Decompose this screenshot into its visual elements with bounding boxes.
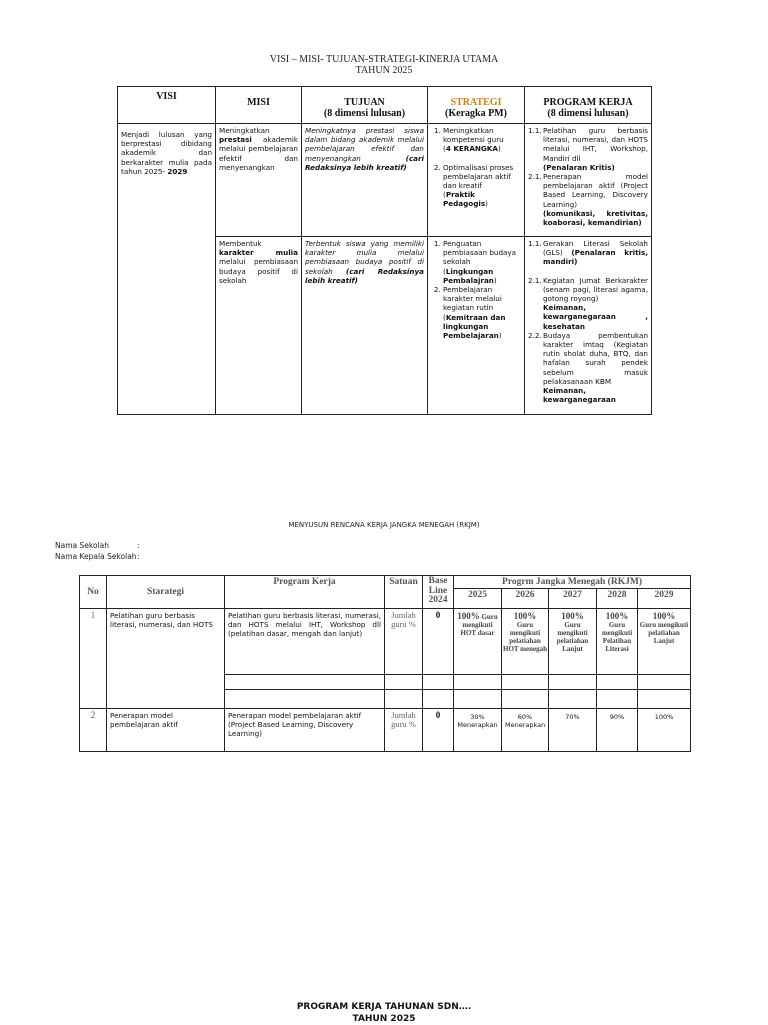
target-desc: Menerapkan <box>505 721 546 729</box>
empty-cell <box>549 690 597 709</box>
visi-misi-table <box>117 86 652 415</box>
target-desc: Guru mengikuti Pelatihan Literasi <box>601 621 633 653</box>
program-item-tag: (Penalaran Kritis) <box>543 162 615 172</box>
misi-1-post: akademik melalui pembelajaran efektif dan menyenangkan <box>219 135 298 172</box>
row-2-target-2027 <box>549 709 597 752</box>
misi-cell-2 <box>216 237 302 415</box>
program-1-item <box>528 172 648 227</box>
row-2-satuan: Jumlah guru % <box>385 709 423 752</box>
empty-cell <box>638 675 691 690</box>
year-header-2025: 2025 <box>454 589 502 609</box>
empty-cell <box>638 690 691 709</box>
empty-cell <box>597 675 638 690</box>
paren-close: ) <box>493 275 497 285</box>
colon: : <box>137 541 140 550</box>
row-2-target-2026 <box>502 709 549 752</box>
tujuan-header-sub: (8 dimensi lulusan) <box>323 108 406 119</box>
year-header-2029: 2029 <box>638 589 691 609</box>
row-1-satuan: Jumlah guru % <box>385 609 423 675</box>
target-value: 90% <box>609 713 625 721</box>
document-title-line2: TAHUN 2025 <box>355 65 413 76</box>
footer-line2: TAHUN 2025 <box>352 1014 416 1024</box>
no-header: No <box>80 576 107 609</box>
table-row <box>80 609 691 675</box>
satuan-header-label: Satuan <box>389 577 418 587</box>
row-2-program: Penerapan model pembelajaran aktif (Project Based Learning, Discovery Learning) <box>225 709 385 752</box>
target-desc: Guru mengikuti pelatiahan Lanjut <box>556 621 589 653</box>
paren-close: ) <box>485 199 488 209</box>
target-value: 100% <box>457 611 480 621</box>
empty-cell <box>454 675 502 690</box>
strategi-1-list <box>431 126 521 209</box>
strategi-cell-2 <box>428 237 525 415</box>
misi-cell-1 <box>216 124 302 237</box>
paren-open: ( <box>443 190 446 200</box>
visi-text: Menjadi lulusan yang berprestasi dibidang akademik dan berkarakter mulia pada tahun 2025- <box>121 130 212 176</box>
year-header-2026: 2026 <box>502 589 549 609</box>
strategi-1-item <box>443 126 521 163</box>
program-cell-2 <box>525 237 652 415</box>
strategi-1-item <box>443 163 521 209</box>
program-2-item <box>528 331 648 405</box>
program-header-2-label: Program Kerja <box>273 577 336 587</box>
row-1-program: Pelatihan guru berbasis literasi, numerasi, dan HOTS melalui IHT, Workshop dll (pelatihan dasar, mengah dan lanjut) <box>225 609 385 675</box>
nama-kepala-row <box>55 552 140 561</box>
target-value: 100% <box>513 611 537 621</box>
program-item-text: Pelatihan guru berbasis literasi, numerasi, dan HOTS melalui IHT, Workshop, Mandiri dll <box>543 126 648 163</box>
strategi-2-list <box>431 239 521 340</box>
empty-cell <box>385 690 423 709</box>
tujuan-1-note: (cari Redaksinya lebih kreatif) <box>305 153 424 172</box>
row-1-target-2025 <box>454 609 502 675</box>
document-title <box>0 54 768 76</box>
visi-cell <box>118 124 216 415</box>
row-2-baseline: 0 <box>423 709 454 752</box>
footer-title <box>0 1001 768 1025</box>
program-header-sub: (8 dimensi lulusan) <box>547 108 629 119</box>
misi-2-post: melalui pembiasaan budaya positif di sekolah <box>219 257 298 285</box>
strategi-header <box>428 87 525 124</box>
document-title-line1: VISI – MISI- TUJUAN-STRATEGI-KINERJA UTAMA <box>269 54 499 65</box>
strategi-1-item-text: Meningkatkan kompetensi guru <box>443 126 504 145</box>
target-desc: Guru mengikuti HOT dasar <box>460 613 498 637</box>
strategi-2-item-tag: Kemitraan dan lingkungan Pembelajaran <box>443 312 506 341</box>
rkjm-title: MENYUSUN RENCANA KERJA JANGKA MENEGAH (RKJM) <box>288 521 480 529</box>
target-value: 100% <box>654 713 674 721</box>
strategi-2-item-text: Penguatan pembiasaan budaya sekolah <box>443 239 517 267</box>
row-1-baseline: 0 <box>423 609 454 675</box>
target-value: 100% <box>605 611 629 621</box>
misi-2-bold: karakter mulia <box>219 248 298 258</box>
program-1-item <box>528 126 648 172</box>
tujuan-cell-2 <box>302 237 428 415</box>
strategi-2-item-text: Pembelajaran karakter melalui kegiatan rutin <box>443 285 502 313</box>
empty-cell <box>549 675 597 690</box>
target-value: 70% <box>565 713 580 721</box>
target-value: 60% <box>517 713 533 721</box>
row-2-no: 2 <box>80 709 107 752</box>
program-item-text: Kegiatan Jumat Berkarakter (senam pagi, literasi agama, gotong royong) <box>543 275 648 304</box>
program-item-text: Budaya pembentukan karakter imtaq (Kegiatan rutin sholat duha, BTQ, dan hafalan surah pendek sebelum masuk pelakasanaan KBM <box>543 330 648 386</box>
row-2-target-2028 <box>597 709 638 752</box>
colon: : <box>137 552 140 561</box>
row-2-target-2029 <box>638 709 691 752</box>
target-value: 100% <box>652 611 676 621</box>
program-header <box>525 87 652 124</box>
visi-year: 2029 <box>167 166 188 176</box>
misi-1-bold: prestasi <box>219 135 252 145</box>
strategi-header-sub: (Keragka PM) <box>445 108 507 119</box>
empty-cell <box>423 675 454 690</box>
row-2-strategi: Penerapan model pembelajaran aktif <box>107 709 225 752</box>
program-cell-1 <box>525 124 652 237</box>
strategi-cell-1 <box>428 124 525 237</box>
program-item-text: Penerapan model pembelajaran aktif (Project Based Learning, Discovery Learning) <box>543 172 648 209</box>
tujuan-header <box>302 87 428 124</box>
program-2-item <box>528 276 648 331</box>
target-value: 100% <box>561 611 584 621</box>
rkjm-table <box>79 575 691 752</box>
row-1-target-2027 <box>549 609 597 675</box>
rkjm-header: Progrm Jangka Menegah (RKJM) <box>454 576 691 589</box>
empty-cell <box>225 690 385 709</box>
row-1-no: 1 <box>80 609 107 709</box>
program-item-num: 2.1. <box>528 275 542 285</box>
target-desc: Menerapkan <box>457 721 498 729</box>
program-header-2 <box>225 576 385 609</box>
program-item-tag: (Penalaran kritis, mandiri) <box>543 248 648 267</box>
target-desc: Guru mengikuti pelatiahan Lanjut <box>639 621 689 645</box>
visi-header: VISI <box>118 87 216 124</box>
program-item-num: 1.1. <box>528 126 542 135</box>
program-item-tag: Keimanan, kewarganegaraan <box>543 386 616 405</box>
tujuan-cell-1 <box>302 124 428 237</box>
program-item-num: 1.1. <box>528 239 542 248</box>
strategi-1-item-tag: 4 KERANGKA <box>445 144 498 154</box>
misi-1-pre: Meningkatkan <box>219 126 270 135</box>
footer-line1: PROGRAM KERJA TAHUNAN SDN…. <box>296 1002 472 1012</box>
program-item-tag: (komunikasi, kretivitas, koaborasi, kemandirian) <box>543 208 648 228</box>
tujuan-1-text: Meningkatnya prestasi siswa dalam bidang akademik melalui pembelajaran efektif dan menyenangkan <box>305 126 424 163</box>
empty-cell <box>225 675 385 690</box>
program-item-num: 2.2. <box>528 330 542 340</box>
misi-header-label: MISI <box>247 97 270 108</box>
strategi-header-2: Starategi <box>107 576 225 609</box>
strategi-header-label: STRATEGI <box>450 97 502 108</box>
empty-cell <box>423 690 454 709</box>
empty-cell <box>502 690 549 709</box>
row-2-target-2025 <box>454 709 502 752</box>
program-item-tag: Keimanan, kewarganegaraan , kesehatan <box>543 303 648 331</box>
program-2-item <box>528 239 648 267</box>
strategi-2-item-tag: Lingkungan Pembalajran <box>443 266 494 285</box>
strategi-1-item-tag: Praktik Pedagogis <box>443 190 486 209</box>
year-header-2027: 2027 <box>549 589 597 609</box>
program-item-num: 2.1. <box>528 172 542 182</box>
baseline-header: Base Line 2024 <box>423 576 454 609</box>
target-value: 30% <box>470 713 485 721</box>
tujuan-2-note: (cari Redaksinya lebih kreatif) <box>305 266 424 285</box>
program-header-label: PROGRAM KERJA <box>543 97 633 108</box>
paren-close: ) <box>498 331 502 341</box>
row-1-strategi: Pelatihan guru berbasis literasi, numerasi, dan HOTS <box>107 609 225 709</box>
target-desc: Guru mengikuti pelatiahan HOT menegah <box>503 621 548 653</box>
nama-kepala-label: Nama Kepala Sekolah <box>55 552 137 561</box>
strategi-1-item-text: Optimalisasi proses pembelajaran aktif dan kreatif <box>443 162 514 191</box>
row-1-target-2028 <box>597 609 638 675</box>
empty-cell <box>454 690 502 709</box>
table-row <box>80 709 691 752</box>
paren-open: ( <box>443 144 446 154</box>
tujuan-2-text: Terbentuk siswa yang memiliki karakter mulia melalui pembiasaan budaya positif di sekolah <box>305 239 424 276</box>
nama-sekolah-row <box>55 541 140 550</box>
paren-open: ( <box>443 266 446 276</box>
empty-cell <box>597 690 638 709</box>
row-1-target-2029 <box>638 609 691 675</box>
paren-close: ) <box>497 144 501 154</box>
tujuan-header-label: TUJUAN <box>344 97 385 108</box>
satuan-header <box>385 576 423 609</box>
empty-cell <box>385 675 423 690</box>
program-item-text: Gerakan Literasi Sekolah (GLS) <box>543 239 648 258</box>
year-header-2028: 2028 <box>597 589 638 609</box>
row-1-target-2026 <box>502 609 549 675</box>
paren-open: ( <box>443 312 446 322</box>
strategi-2-item <box>443 285 521 340</box>
empty-cell <box>502 675 549 690</box>
misi-header <box>216 87 302 124</box>
strategi-2-item <box>443 239 521 285</box>
nama-sekolah-label: Nama Sekolah <box>55 541 109 550</box>
misi-2-pre: Membentuk <box>219 239 262 248</box>
